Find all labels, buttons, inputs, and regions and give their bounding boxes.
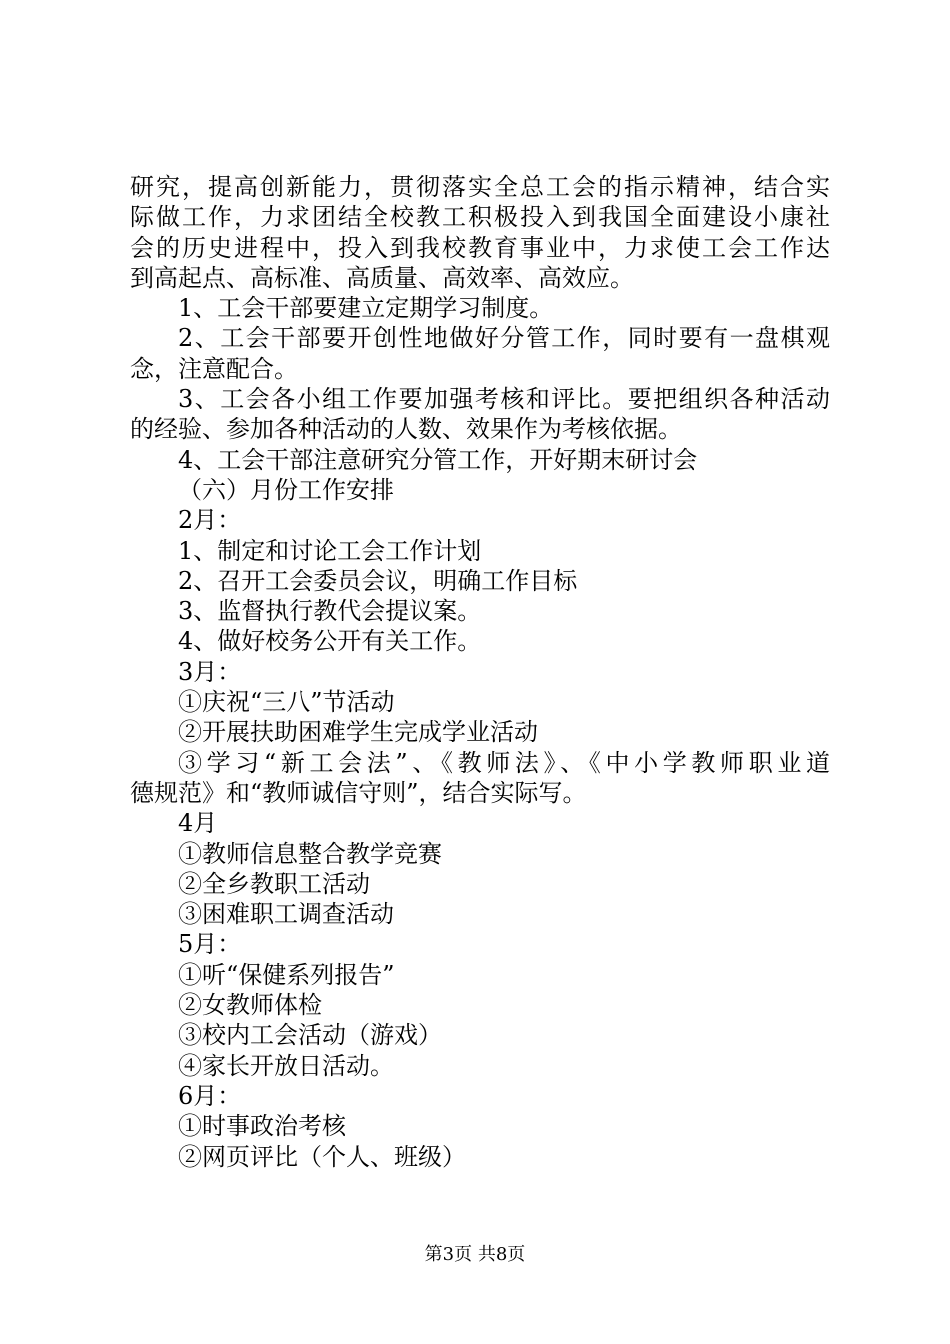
list-item: ①庆祝“三八”节活动 [178,688,395,717]
month-heading: 2月： [178,506,242,535]
list-item: ①时事政治考核 [178,1112,346,1141]
month-heading: 4月 [178,809,218,838]
list-item: ①听“保健系列报告” [178,960,395,989]
month-heading: 5月： [178,930,242,959]
paragraph-line: 会的历史进程中，投入到我校教育事业中，力求使工会工作达 [130,233,830,262]
paragraph-line: 的经验、参加各种活动的人数、效果作为考核依据。 [130,415,682,444]
list-item: ③困难职工调查活动 [178,900,394,929]
document-body [130,172,830,1172]
list-item: ②女教师体检 [178,991,322,1020]
list-item: 4、工会干部注意研究分管工作，开好期末研讨会 [178,445,698,474]
month-heading: 3月： [178,657,242,686]
list-item: 1、制定和讨论工会工作计划 [178,536,482,565]
list-item: 4、做好校务公开有关工作。 [178,627,482,656]
list-item: ②网页评比（个人、班级） [178,1142,466,1171]
paragraph-line: 际做工作，力求团结全校教工积极投入到我国全面建设小康社 [130,203,830,232]
list-item: ④家长开放日活动。 [178,1051,394,1080]
paragraph-line: 到高起点、高标准、高质量、高效率、高效应。 [130,263,634,292]
page-number-footer: 第3页 共8页 [424,1244,526,1265]
list-item: 3、工会各小组工作要加强考核和评比。要把组织各种活动 [178,385,830,414]
month-heading: 6月： [178,1081,242,1110]
list-item: ③校内工会活动（游戏） [178,1021,442,1050]
list-item: 3、监督执行教代会提议案。 [178,597,482,626]
section-heading: （六）月份工作安排 [178,475,394,504]
list-item: ③学习“新工会法”、《教师法》、《中小学教师职业道 [178,748,830,777]
paragraph-line: 研究，提高创新能力，贯彻落实全总工会的指示精神，结合实 [130,173,830,201]
list-item: ①教师信息整合教学竞赛 [178,839,442,868]
list-item: ②开展扶助困难学生完成学业活动 [178,718,538,747]
paragraph-line: 德规范》和“教师诚信守则”，结合实际写。 [130,778,587,807]
list-item: 1、工会干部要建立定期学习制度。 [178,294,554,323]
list-item: ②全乡教职工活动 [178,869,370,898]
list-item: 2、工会干部要开创性地做好分管工作，同时要有一盘棋观 [178,324,830,353]
list-item: 2、召开工会委员会议，明确工作目标 [178,566,578,595]
paragraph-line: 念，注意配合。 [130,354,298,383]
